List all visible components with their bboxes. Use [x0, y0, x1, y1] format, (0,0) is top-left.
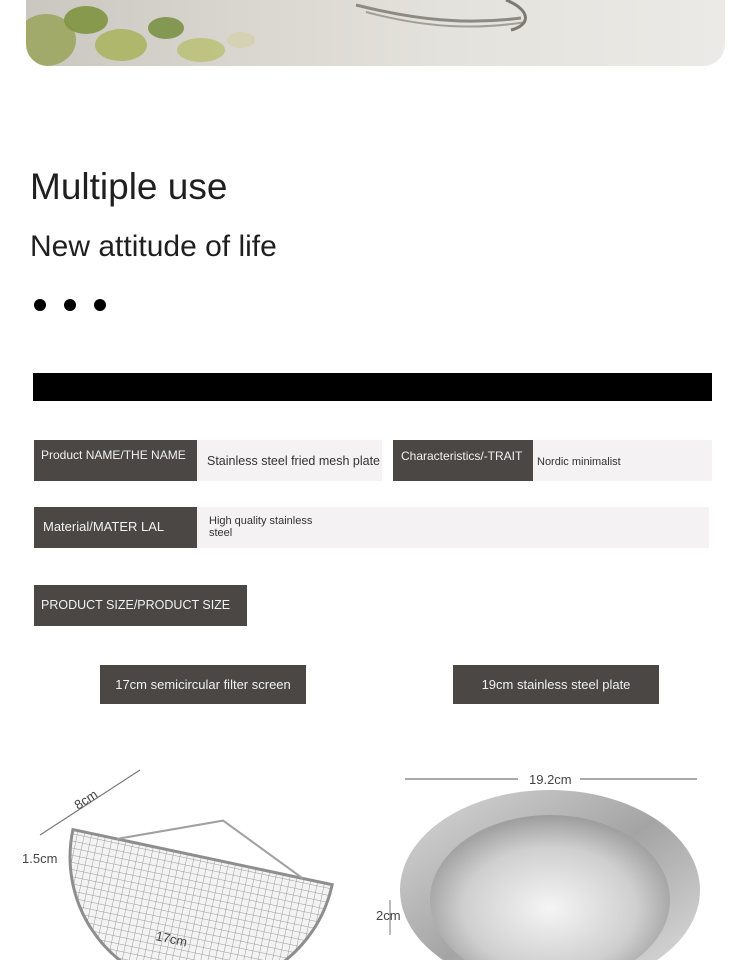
- plant-illustration: [26, 0, 286, 66]
- material-value-text: High quality stainless steel: [209, 515, 313, 539]
- whisk-illustration: [326, 0, 546, 66]
- material-label: [34, 507, 197, 548]
- headline-title: Multiple use: [30, 166, 228, 207]
- filter-dim-diameter: 17cm: [154, 928, 189, 950]
- material-label-text: Material/MATER LAL: [43, 519, 165, 534]
- filter-dim-width: 8cm: [71, 786, 101, 813]
- hero-image: [26, 0, 725, 66]
- filter-screen-image: [0, 740, 370, 960]
- characteristics-label: [393, 440, 533, 481]
- dot-icon: [64, 299, 76, 311]
- characteristics-label-text: Characteristics/-TRAIT: [401, 449, 523, 463]
- material-value: [197, 507, 709, 548]
- plate-dim-height: 2cm: [376, 908, 401, 923]
- section-divider-bar: [33, 373, 712, 401]
- steel-plate-image: [370, 760, 750, 960]
- plate-dim-diameter: 19.2cm: [529, 772, 572, 787]
- product-name-label: [34, 440, 197, 481]
- product-tag-steel-plate: 19cm stainless steel plate: [453, 665, 659, 704]
- product-name-label-text: Product NAME/THE NAME: [41, 448, 186, 462]
- filter-dim-height: 1.5cm: [22, 851, 58, 866]
- dot-icon: [34, 299, 46, 311]
- product-size-label-text: PRODUCT SIZE/PRODUCT SIZE: [41, 598, 231, 612]
- product-tag-filter-screen: 17cm semicircular filter screen: [100, 665, 306, 704]
- headline-subtitle: New attitude of life: [30, 230, 277, 263]
- product-size-label: [34, 585, 247, 626]
- dot-icon: [94, 299, 106, 311]
- product-name-value: Stainless steel fried mesh plate: [197, 440, 382, 481]
- characteristics-value: Nordic minimalist: [533, 440, 712, 481]
